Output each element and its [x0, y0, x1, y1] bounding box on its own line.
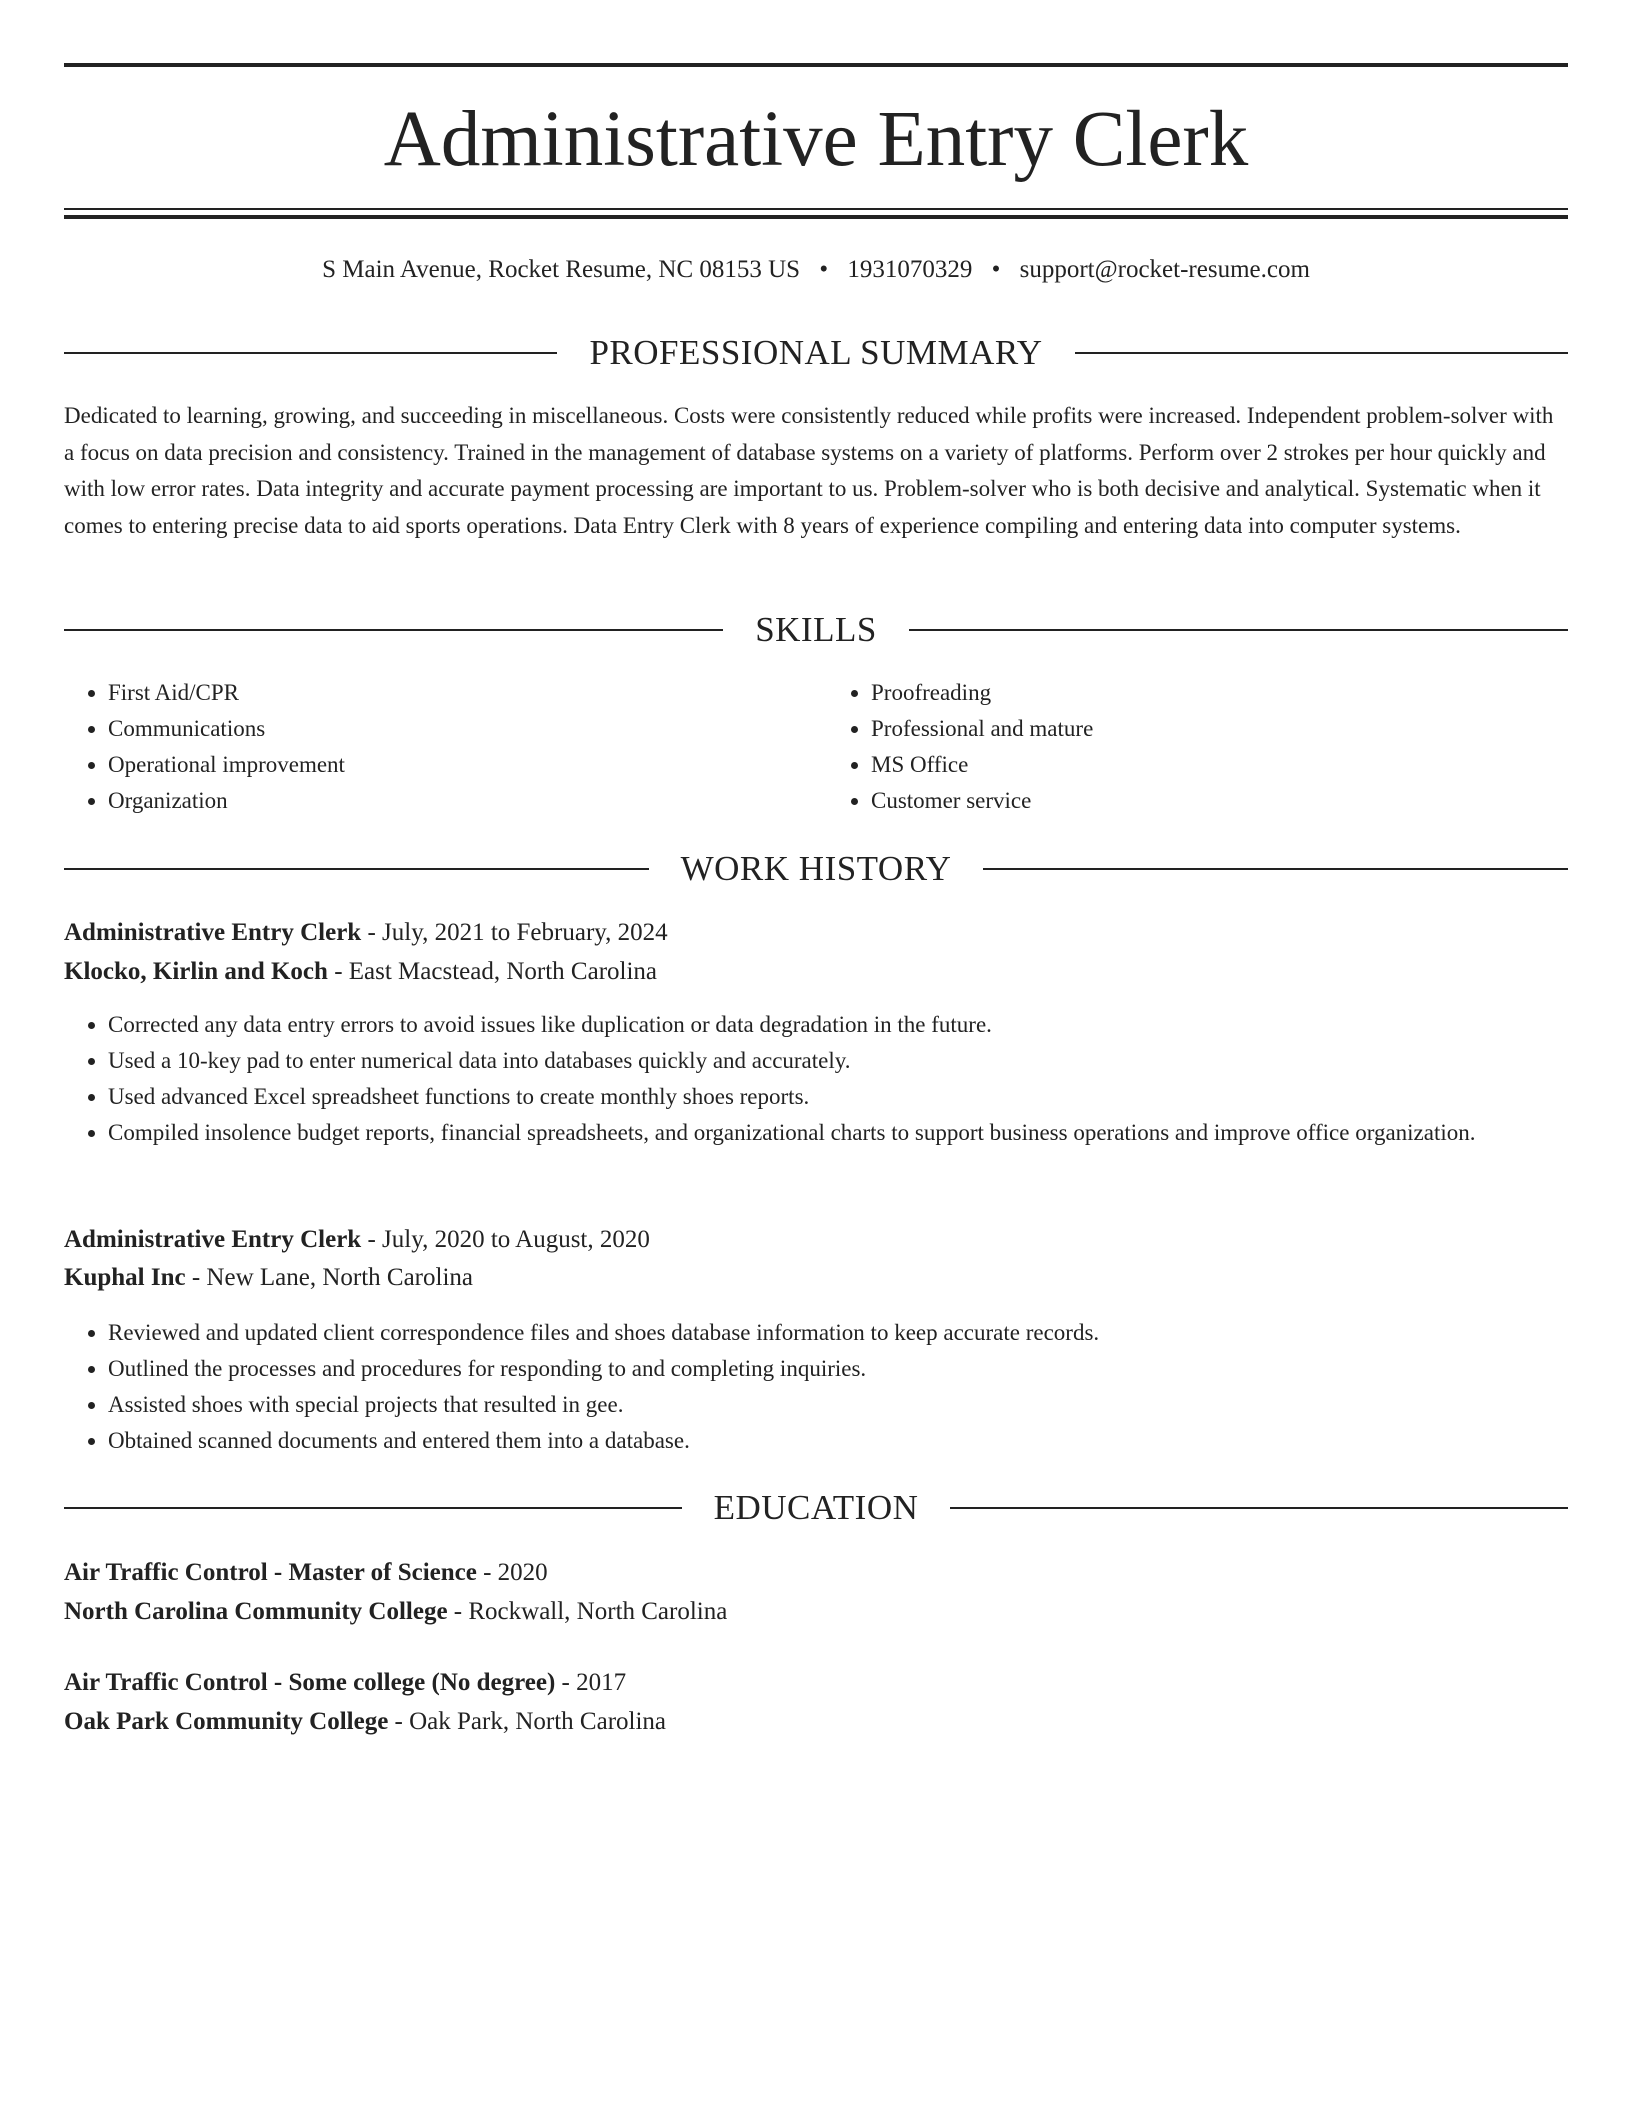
job-bullet: • Used a 10-key pad to enter numerical data into databases quickly and accurately. — [108, 1043, 1612, 1079]
contact-line — [64, 252, 1568, 288]
education-school: Oak Park Community College — [64, 1708, 389, 1735]
education-year: - 2020 — [483, 1559, 548, 1586]
job-location: - East Macstead, North Carolina — [334, 958, 658, 985]
section-rule — [1075, 352, 1568, 354]
section-header-education — [64, 1486, 1568, 1530]
section-title-work: WORK HISTORY — [680, 849, 952, 888]
skill-item: • First Aid/CPR — [108, 675, 805, 711]
contact-phone: 1931070329 — [847, 256, 973, 283]
section-title-summary: PROFESSIONAL SUMMARY — [589, 333, 1043, 372]
job-bullet: • Outlined the processes and procedures for responding to and completing inquiries. — [108, 1351, 1612, 1387]
skill-item: • Customer service — [871, 783, 1568, 819]
section-rule — [64, 868, 649, 870]
job-bullet: • Obtained scanned documents and entered them into a database. — [108, 1423, 1612, 1459]
section-rule — [983, 868, 1568, 870]
education-degree: Air Traffic Control - Master of Science — [64, 1559, 477, 1586]
section-rule — [950, 1507, 1568, 1509]
skill-item: • Operational improvement — [108, 747, 805, 783]
section-title-skills: SKILLS — [755, 610, 877, 649]
contact-separator: • — [819, 256, 829, 283]
contact-address: S Main Avenue, Rocket Resume, NC 08153 US — [322, 256, 801, 283]
education-location: - Oak Park, North Carolina — [394, 1708, 667, 1735]
job-bullet: • Used advanced Excel spreadsheet functions to create monthly shoes reports. — [108, 1079, 1612, 1115]
job-title: Administrative Entry Clerk — [64, 1226, 362, 1253]
skill-item: • Proofreading — [871, 675, 1568, 711]
education-degree-line — [64, 1553, 1568, 1593]
header-rule-bottom-thick — [64, 215, 1568, 219]
section-rule — [909, 629, 1568, 631]
section-rule — [64, 352, 557, 354]
job-company: Klocko, Kirlin and Koch — [64, 958, 328, 985]
education-degree: Air Traffic Control - Some college (No degree) — [64, 1669, 556, 1696]
section-rule — [64, 1507, 682, 1509]
job-bullet: • Assisted shoes with special projects that resulted in gee. — [108, 1387, 1612, 1423]
job-company-line — [64, 952, 1568, 992]
skills-column-left — [64, 675, 805, 819]
education-school: North Carolina Community College — [64, 1598, 448, 1625]
job-bullet: • Reviewed and updated client correspondence files and shoes database information to keep accurate records. — [108, 1315, 1612, 1351]
resume-name: Administrative Entry Clerk — [383, 96, 1249, 183]
contact-separator: • — [991, 256, 1001, 283]
section-rule — [64, 629, 723, 631]
job-dates: - July, 2021 to February, 2024 — [367, 919, 668, 946]
job-bullet: • Corrected any data entry errors to avoid issues like duplication or data degradation in the future. — [108, 1007, 1612, 1043]
contact-email: support@rocket-resume.com — [1019, 256, 1310, 283]
education-year: - 2017 — [561, 1669, 627, 1696]
skills-column-right — [805, 675, 1568, 819]
job-bullets — [64, 1007, 1612, 1151]
skill-item: • Organization — [108, 783, 805, 819]
header-rule-bottom-thin — [64, 208, 1568, 210]
job-dates: - July, 2020 to August, 2020 — [367, 1226, 650, 1253]
education-degree-line — [64, 1663, 1568, 1703]
section-header-summary — [64, 331, 1568, 375]
job-location: - New Lane, North Carolina — [191, 1264, 473, 1291]
education-school-line — [64, 1592, 1568, 1632]
summary-text: Dedicated to learning, growing, and succeeding in miscellaneous. Costs were consistently reduced while profits were increased. Independent problem-solver with a focus on data precision and consistency. Trained in the management of database systems on a variety of platforms. Perform over 2 strokes per hour quickly and with low error rates. Data integrity and accurate payment processing are important to us. Problem-solver who is both decisive and analytical. Systematic when it comes to entering precise data to aid sports operations. Data Entry Clerk with 8 years of experience compiling and entering data into computer systems. — [64, 403, 1554, 538]
job-company-line — [64, 1258, 1568, 1298]
education-school-line — [64, 1702, 1568, 1742]
job-title: Administrative Entry Clerk — [64, 919, 362, 946]
skill-item: • MS Office — [871, 747, 1568, 783]
job-title-line — [64, 913, 1568, 953]
section-header-skills — [64, 608, 1568, 652]
education-location: - Rockwall, North Carolina — [453, 1598, 728, 1625]
section-header-work — [64, 847, 1568, 891]
section-title-education: EDUCATION — [713, 1488, 919, 1527]
job-company: Kuphal Inc — [64, 1264, 186, 1291]
job-bullets — [64, 1315, 1612, 1459]
header-rule-top — [64, 63, 1568, 67]
skill-item: • Professional and mature — [871, 711, 1568, 747]
skill-item: • Communications — [108, 711, 805, 747]
job-title-line — [64, 1220, 1568, 1260]
skills-list — [64, 675, 1568, 819]
job-bullet: • Compiled insolence budget reports, financial spreadsheets, and organizational charts to support business operations and improve office organization. — [108, 1115, 1612, 1151]
